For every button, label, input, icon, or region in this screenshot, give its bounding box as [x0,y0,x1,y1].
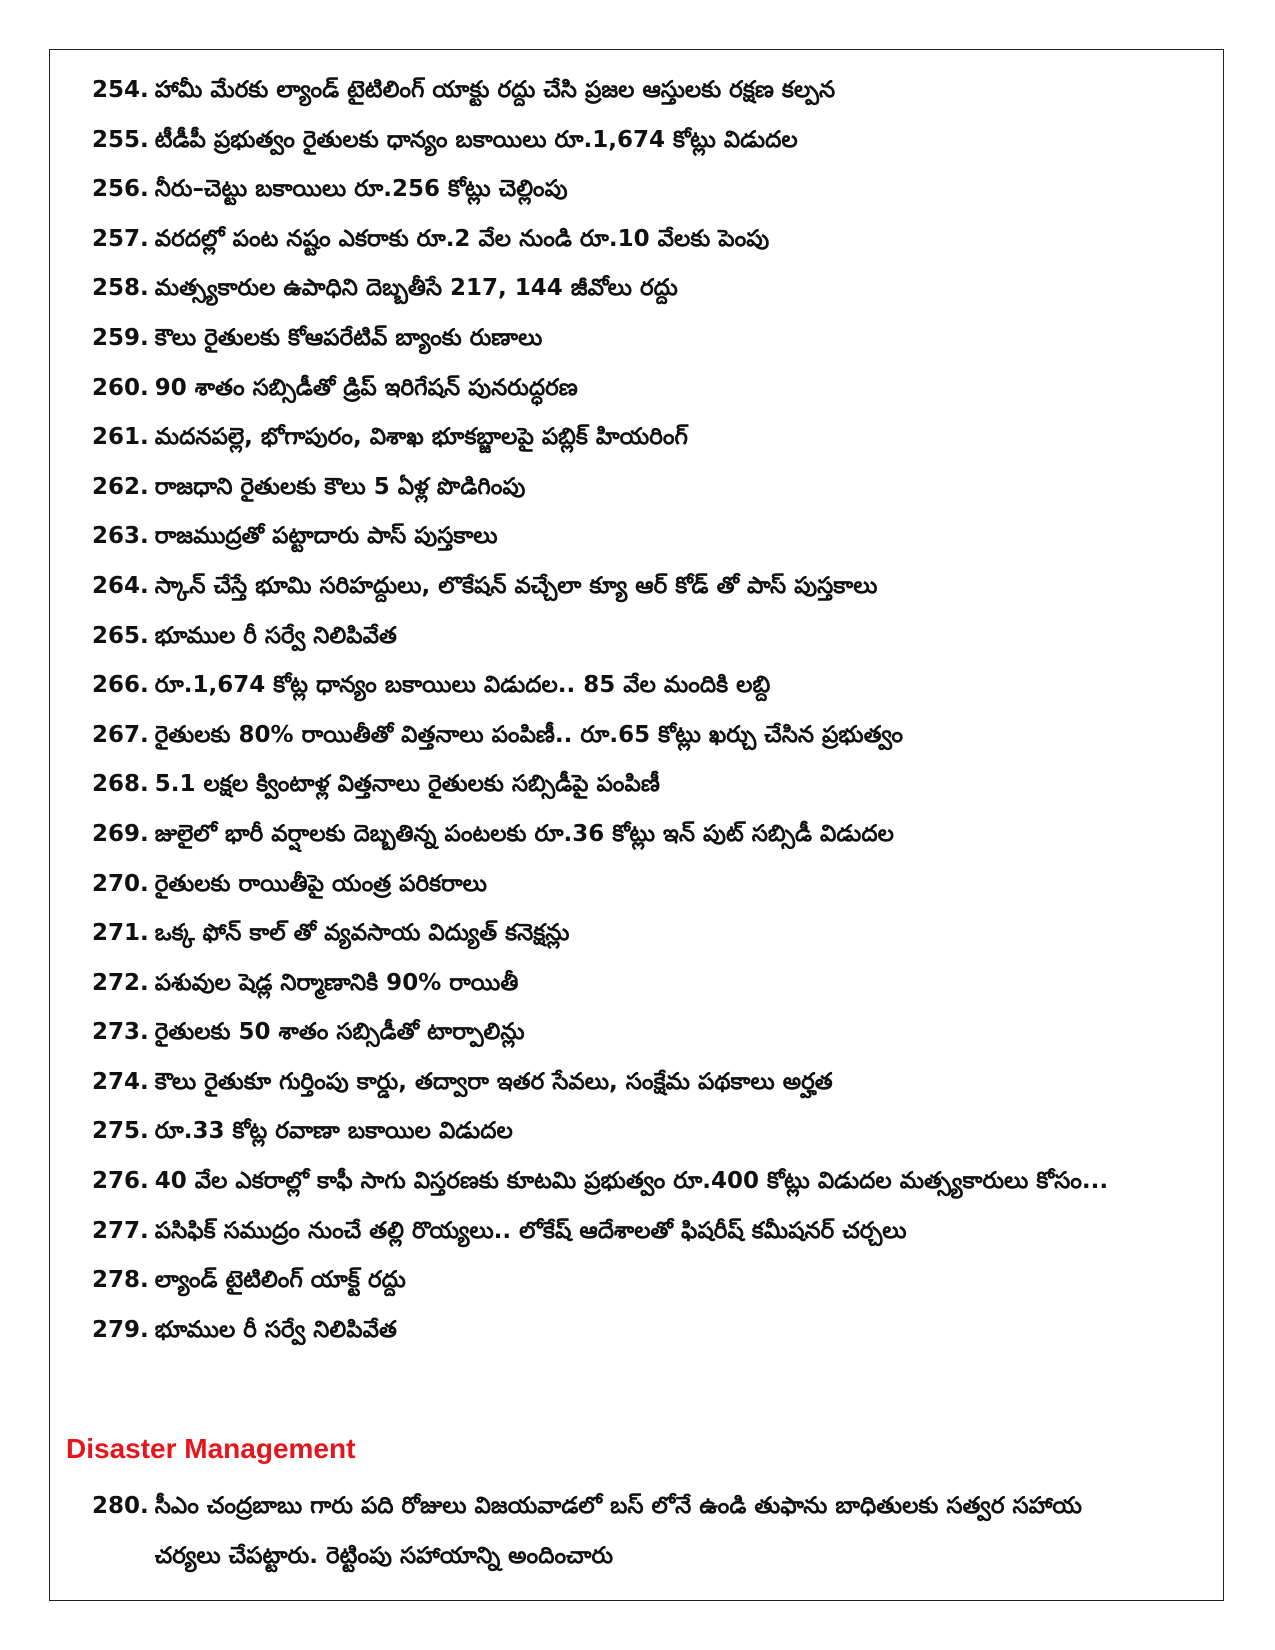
item-text: సీఎం చంద్రబాబు గారు పది రోజులు విజయవాడలో బస్ లోనే ఉండి తుఫాను బాధితులకు సత్వర సహాయ చర్యలు చేపట్టారు. రెట్టింపు సహాయాన్ని అందించారు [154,1493,1082,1569]
list-item [92,314,1132,364]
item-number: 275. [92,1118,149,1145]
item-number: 265. [92,622,149,649]
list-item [92,760,1132,810]
item-text: 5.1 లక్షల క్వింటాళ్ల విత్తనాలు రైతులకు సబ్సిడీపై పంపిణీ [154,771,660,798]
list-item [92,215,1132,265]
item-text: రూ.33 కోట్ల రవాణా బకాయిల విడుదల [154,1118,513,1145]
item-text: నీరు–చెట్టు బకాయిలు రూ.256 కోట్లు చెల్లింపు [154,176,568,203]
item-text: పశువుల షెడ్ల నిర్మాణానికి 90% రాయితీ [154,969,519,996]
item-text: మత్స్యకారుల ఉపాధిని దెబ్బతీసే 217, 144 జీవోలు రద్దు [154,275,678,302]
item-number: 258. [92,275,149,302]
list-item [92,959,1132,1009]
list-item [92,1058,1132,1108]
item-number: 268. [92,771,149,798]
item-number: 254. [92,77,149,103]
list-item [92,810,1132,860]
item-number: 277. [92,1217,149,1244]
item-text: టీడీపీ ప్రభుత్వం రైతులకు ధాన్యం బకాయిలు రూ.1,674 కోట్లు విడుదల [154,126,798,153]
list-item [92,264,1132,314]
item-number: 270. [92,870,149,897]
item-text: రూ.1,674 కోట్ల ధాన్యం బకాయిలు విడుదల.. 85 వేల మందికి లబ్ది [154,672,771,699]
item-text: కౌలు రైతుకూ గుర్తింపు కార్డు, తద్వారా ఇతర సేవలు, సంక్షేమ పథకాలు అర్హత [154,1068,833,1095]
item-number: 274. [92,1068,149,1095]
item-number: 264. [92,572,149,599]
item-number: 261. [92,424,149,451]
item-number: 271. [92,920,149,947]
item-text: పసిఫిక్ సముద్రం నుంచే తల్లి రొయ్యలు.. లోకేష్ ఆదేశాలతో ఫిషరీష్ కమీషనర్ చర్చలు [154,1217,907,1244]
item-text: 90 శాతం సబ్సిడీతో డ్రిప్ ఇరిగేషన్ పునరుద్ధరణ [154,374,578,401]
list-item [92,116,1132,166]
list-item [92,1157,1132,1207]
list-item [92,1008,1132,1058]
item-number: 280. [92,1493,149,1519]
item-text: కౌలు రైతులకు కోఆపరేటివ్ బ్యాంకు రుణాలు [154,324,543,351]
list-item [92,1306,1132,1356]
list-item [92,1482,1132,1581]
item-text: భూముల రీ సర్వే నిలిపివేత [154,622,397,649]
list-item [92,165,1132,215]
item-text: రాజముద్రతో పట్టాదారు పాస్ పుస్తకాలు [154,523,498,550]
item-number: 260. [92,374,149,401]
item-number: 267. [92,721,149,748]
list-item [92,612,1132,662]
item-text: రైతులకు రాయితీపై యంత్ర పరికరాలు [154,870,487,897]
list-item [92,463,1132,513]
list-item [92,711,1132,761]
list-item [92,909,1132,959]
item-text: ల్యాండ్ టైటిలింగ్ యాక్ట్ రద్దు [154,1267,406,1294]
list-item [92,562,1132,612]
item-number: 266. [92,672,149,699]
item-number: 272. [92,969,149,996]
item-number: 279. [92,1316,149,1343]
item-number: 257. [92,225,149,252]
item-text: హామీ మేరకు ల్యాండ్ టైటిలింగ్ యాక్టు రద్దు చేసి ప్రజల ఆస్తులకు రక్షణ కల్పన [154,77,836,103]
list-item [92,512,1132,562]
item-number: 278. [92,1267,149,1294]
section-heading: Disaster Management [66,1433,356,1464]
item-number: 259. [92,324,149,351]
list-item [92,1256,1132,1306]
item-number: 256. [92,176,149,203]
list-item [92,1207,1132,1257]
item-text: రైతులకు 50 శాతం సబ్సిడీతో టార్పాలిన్లు [154,1019,525,1046]
list-item [92,66,1132,116]
item-text: ఒక్క ఫోన్ కాల్ తో వ్యవసాయ విద్యుత్ కనెక్షన్లు [154,920,570,947]
item-list [92,66,1132,1355]
item-number: 263. [92,523,149,550]
section-item-list [92,1482,1132,1581]
item-text: మదనపల్లె, భోగాపురం, విశాఖ భూకబ్జాలపై పబ్లిక్ హియరింగ్ [154,424,688,451]
list-item [92,1107,1132,1157]
item-text: 40 వేల ఎకరాల్లో కాఫీ సాగు విస్తరణకు కూటమి ప్రభుత్వం రూ.400 కోట్లు విడుదల మత్స్యకారులు కోసం... [154,1168,1109,1195]
item-number: 269. [92,820,149,847]
item-number: 262. [92,473,149,500]
item-text: జులైలో భారీ వర్షాలకు దెబ్బతిన్న పంటలకు రూ.36 కోట్లు ఇన్ పుట్ సబ్సిడీ విడుదల [154,820,894,847]
item-text: భూముల రీ సర్వే నిలిపివేత [154,1316,397,1343]
list-item [92,860,1132,910]
item-text: రాజధాని రైతులకు కౌలు 5 ఏళ్ల పొడిగింపు [154,473,526,500]
list-item [92,413,1132,463]
item-text: రైతులకు 80% రాయితీతో విత్తనాలు పంపిణీ.. రూ.65 కోట్లు ఖర్చు చేసిన ప్రభుత్వం [154,721,904,748]
list-item [92,364,1132,414]
item-number: 255. [92,126,149,153]
list-item [92,661,1132,711]
item-number: 273. [92,1019,149,1046]
item-number: 276. [92,1168,149,1195]
item-text: వరదల్లో పంట నష్టం ఎకరాకు రూ.2 వేల నుండి రూ.10 వేలకు పెంపు [154,225,770,252]
item-text: స్కాన్ చేస్తే భూమి సరిహద్దులు, లొకేషన్ వచ్చేలా క్యూ ఆర్ కోడ్ తో పాస్ పుస్తకాలు [154,572,878,599]
